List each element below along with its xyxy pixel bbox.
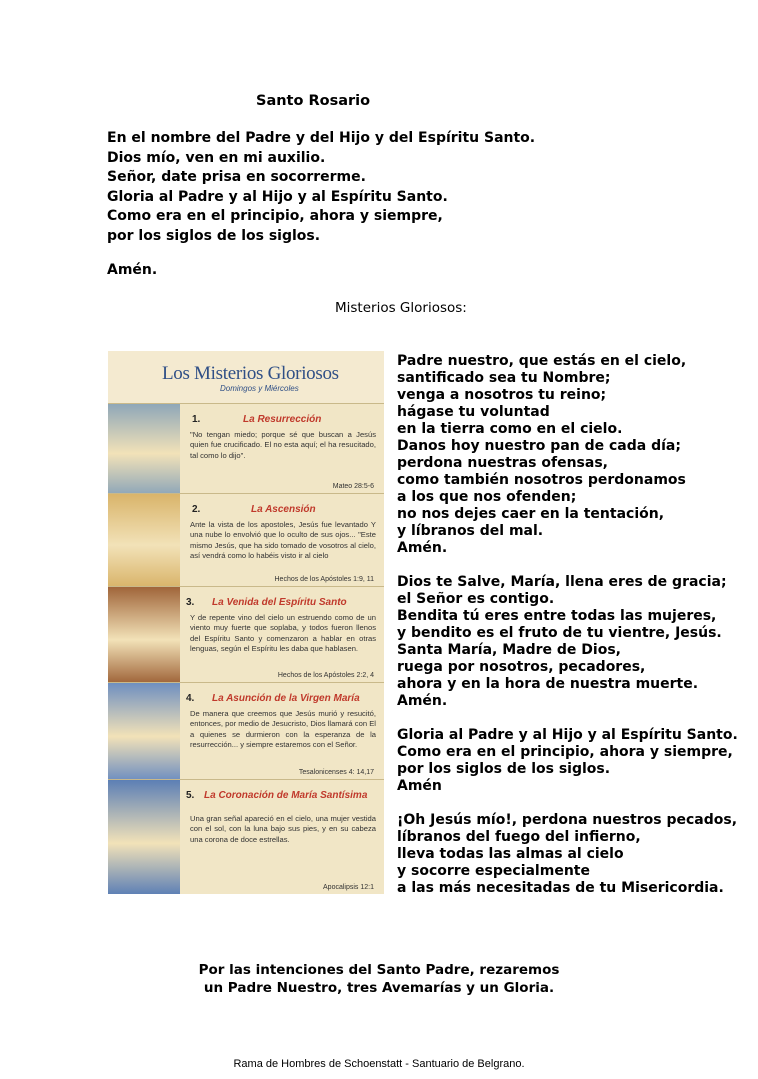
mystery-picture [108, 404, 180, 494]
mystery-picture [108, 587, 180, 683]
card-subtitle: Domingos y Miércoles [220, 384, 299, 393]
mystery-item [108, 586, 384, 683]
mystery-number: 5. [186, 790, 195, 801]
mystery-number: 2. [192, 504, 201, 515]
mystery-name: La Ascensión [251, 504, 316, 515]
mystery-reference: Apocalipsis 12:1 [323, 884, 374, 891]
mystery-name: La Venida del Espíritu Santo [212, 597, 347, 608]
prayer-line: Gloria al Padre y al Hijo y al Espíritu Santo. [397, 727, 738, 743]
card-header [108, 351, 384, 403]
prayer-line: perdona nuestras ofensas, [397, 455, 608, 471]
card-title: Los Misterios Gloriosos [162, 363, 339, 384]
mystery-reference: Hechos de los Apóstoles 1:9, 11 [274, 576, 374, 583]
prayer-line: venga a nosotros tu reino; [397, 387, 607, 403]
prayer-block [397, 727, 738, 795]
mystery-name: La Asunción de la Virgen María [212, 693, 360, 704]
opening-prayer [107, 129, 535, 246]
mysteries-card-image [108, 351, 384, 894]
prayer-line: hágase tu voluntad [397, 404, 550, 420]
mystery-text: De manera que creemos que Jesús murió y resucitó, entonces, por medio de Jesucristo, Dios llamará con El a quienes se durmieron con la esperanza de la resurrección... y siempre estaremos con el Señor. [190, 709, 376, 750]
prayer-line: Como era en el principio, ahora y siempre, [397, 744, 733, 760]
prayer-line: líbranos del fuego del infierno, [397, 829, 641, 845]
footer-text: Rama de Hombres de Schoenstatt - Santuario de Belgrano. [233, 1058, 525, 1070]
prayer-line: ahora y en la hora de nuestra muerte. [397, 676, 699, 692]
mystery-reference: Mateo 28:5-6 [332, 483, 374, 490]
mystery-text: "No tengan miedo; porque sé que buscan a Jesús quien fue crucificado. El no esta aquí; el ha resucitado, tal como lo dijo". [190, 430, 376, 460]
prayer-line: Danos hoy nuestro pan de cada día; [397, 438, 681, 454]
prayer-line: santificado sea tu Nombre; [397, 370, 611, 386]
prayer-line: a las más necesitadas de tu Misericordia. [397, 880, 724, 896]
prayer-line: Amén. [397, 540, 448, 556]
prayer-line: Bendita tú eres entre todas las mujeres, [397, 608, 717, 624]
mystery-item [108, 682, 384, 780]
mystery-number: 3. [186, 597, 195, 608]
amen-text: Amén. [107, 262, 158, 278]
mystery-name: La Resurrección [243, 414, 322, 425]
prayer-line: Santa María, Madre de Dios, [397, 642, 621, 658]
prayer-line: ¡Oh Jesús mío!, perdona nuestros pecados, [397, 812, 738, 828]
prayer-block [397, 353, 738, 557]
mystery-picture [108, 780, 180, 894]
prayer-line: no nos dejes caer en la tentación, [397, 506, 665, 522]
prayer-line: lleva todas las almas al cielo [397, 846, 624, 862]
mystery-item [108, 493, 384, 587]
opening-line: Dios mío, ven en mi auxilio. [107, 149, 326, 166]
prayer-line: y socorre especialmente [397, 863, 590, 879]
prayer-line: en la tierra como en el cielo. [397, 421, 623, 437]
opening-line: Como era en el principio, ahora y siempre, [107, 208, 443, 224]
prayer-line: como también nosotros perdonamos [397, 472, 686, 488]
mystery-picture [108, 683, 180, 780]
mystery-reference: Tesalonicenses 4: 14,17 [298, 769, 374, 776]
opening-line: En el nombre del Padre y del Hijo y del Espíritu Santo. [107, 130, 536, 146]
opening-line: Gloria al Padre y al Hijo y al Espíritu Santo. [107, 188, 448, 205]
mystery-number: 1. [192, 414, 201, 425]
closing-line: Por las intenciones del Santo Padre, rezaremos [198, 962, 560, 978]
mystery-number: 4. [186, 693, 195, 704]
opening-line: Señor, date prisa en socorrerme. [107, 169, 366, 185]
prayer-line: a los que nos ofenden; [397, 489, 577, 505]
prayer-line: por los siglos de los siglos. [397, 761, 611, 777]
mystery-name: La Coronación de María Santísima [204, 790, 368, 801]
prayer-line: y líbranos del mal. [397, 523, 544, 539]
mystery-text: Una gran señal apareció en el cielo, una mujer vestida con el sol, con la luna bajo sus pies, y en su cabeza una corona de doce estrellas. [190, 814, 376, 844]
opening-line: por los siglos de los siglos. [107, 227, 321, 244]
mystery-text: Y de repente vino del cielo un estruendo como de un viento muy fuerte que soplaba, y todos fueron llenos del Espíritu Santo y comenzaron a hablar en otras lenguas, según el Espíritu les daba que hablasen. [190, 613, 376, 654]
prayer-block [397, 812, 738, 897]
prayer-block [397, 574, 738, 710]
closing-line: un Padre Nuestro, tres Avemarías y un Gloria. [203, 980, 555, 996]
prayers-column [397, 353, 738, 914]
prayer-line: Dios te Salve, María, llena eres de gracia; [397, 574, 727, 590]
mysteries-heading: Misterios Gloriosos: [335, 300, 467, 316]
closing-text [0, 961, 758, 997]
prayer-line: el Señor es contigo. [397, 591, 555, 607]
mystery-text: Ante la vista de los apostoles, Jesús fue levantado Y una nube lo envolvió que lo oculto de sus ojos... "Este mismo Jesús, que ha sido tomado de vosotros al cielo, así vendrá como lo habéis visto ir al cielo [190, 520, 376, 561]
prayer-line: Amén. [397, 693, 448, 709]
mystery-picture [108, 494, 180, 587]
mystery-reference: Hechos de los Apóstoles 2:2, 4 [277, 672, 374, 679]
mystery-item [108, 779, 384, 894]
mystery-item [108, 403, 384, 494]
page-title: Santo Rosario [256, 93, 371, 109]
prayer-line: Padre nuestro, que estás en el cielo, [397, 353, 687, 369]
prayer-line: y bendito es el fruto de tu vientre, Jesús. [397, 625, 722, 641]
prayer-line: Amén [397, 778, 442, 794]
prayer-line: ruega por nosotros, pecadores, [397, 659, 646, 675]
